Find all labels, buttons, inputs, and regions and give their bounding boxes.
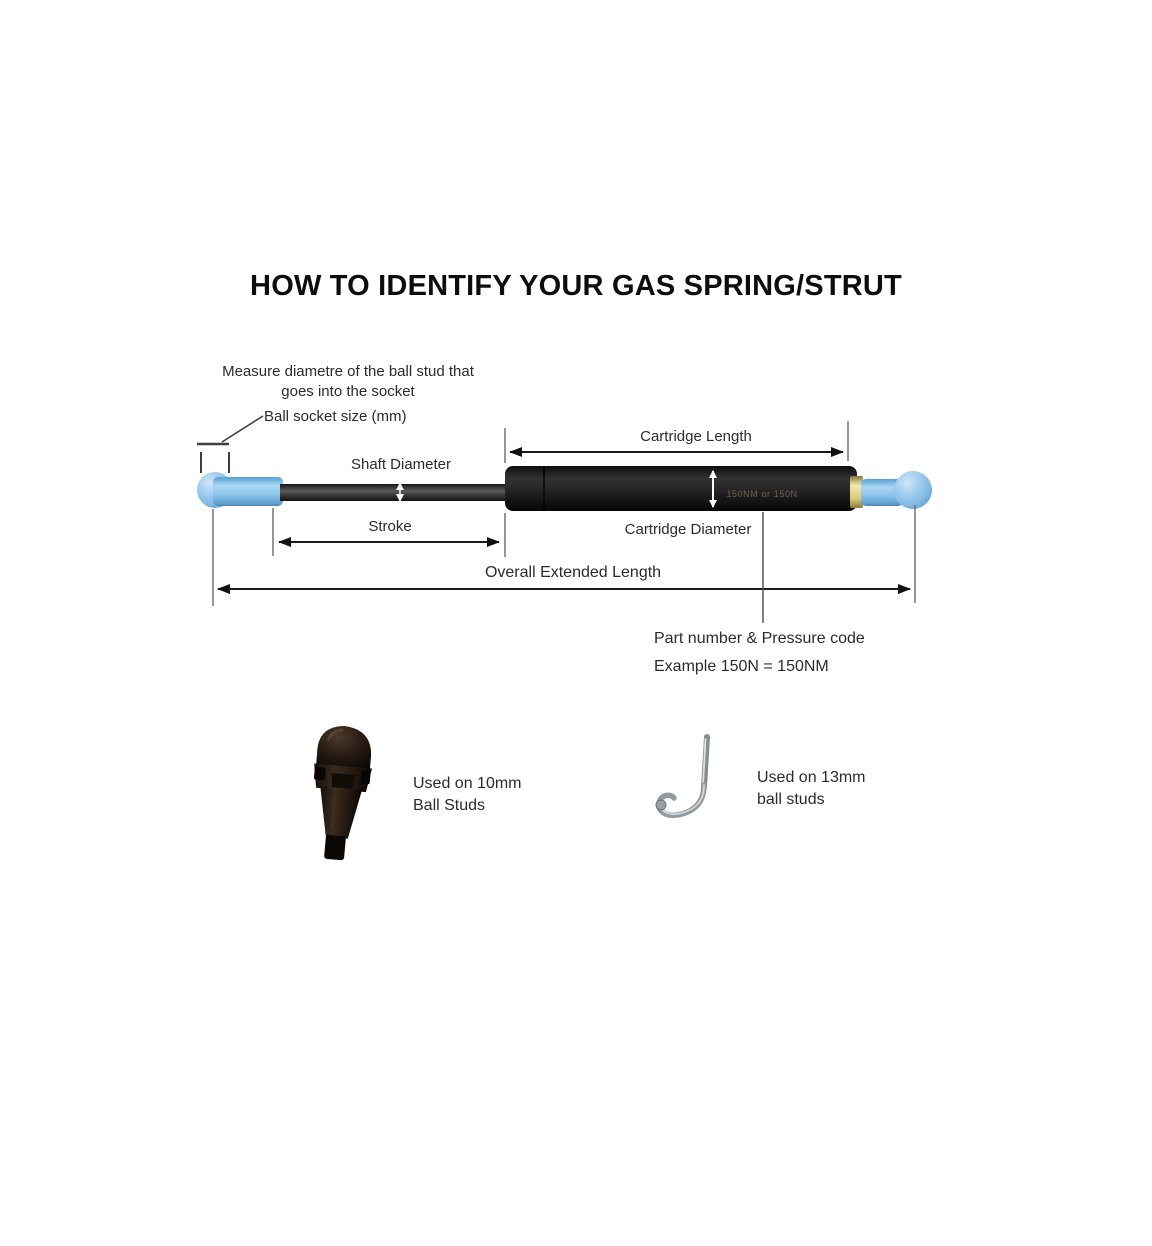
- ball-socket-size-label: Ball socket size (mm): [264, 408, 407, 425]
- fitting-13mm-caption-line1: Used on 13mm: [757, 769, 866, 786]
- ball-socket-size-leader: [197, 416, 263, 473]
- part-number-label: Part number & Pressure code: [654, 630, 865, 647]
- overall-extended-length-label: Overall Extended Length: [484, 564, 662, 581]
- retaining-clip-image: [645, 731, 745, 836]
- ball-stud-note-line2: goes into the socket: [281, 383, 415, 400]
- cartridge-diameter-label: Cartridge Diameter: [624, 521, 752, 538]
- fitting-10mm-caption-line1: Used on 10mm: [413, 775, 522, 792]
- ball-socket-connector-image: [286, 716, 398, 864]
- page-title: HOW TO IDENTIFY YOUR GAS SPRING/STRUT: [250, 270, 902, 302]
- fitting-13mm-caption-line2: ball studs: [757, 791, 825, 808]
- part-number-example-label: Example 150N = 150NM: [654, 658, 829, 675]
- cartridge-marking-text: 150NM or 150N: [726, 489, 798, 499]
- stroke-label: Stroke: [368, 518, 412, 535]
- shaft-diameter-label: Shaft Diameter: [350, 456, 452, 473]
- cartridge-length-label: Cartridge Length: [640, 428, 752, 445]
- ball-stud-note-line1: Measure diametre of the ball stud that: [222, 363, 474, 380]
- fitting-10mm-caption-line2: Ball Studs: [413, 797, 486, 814]
